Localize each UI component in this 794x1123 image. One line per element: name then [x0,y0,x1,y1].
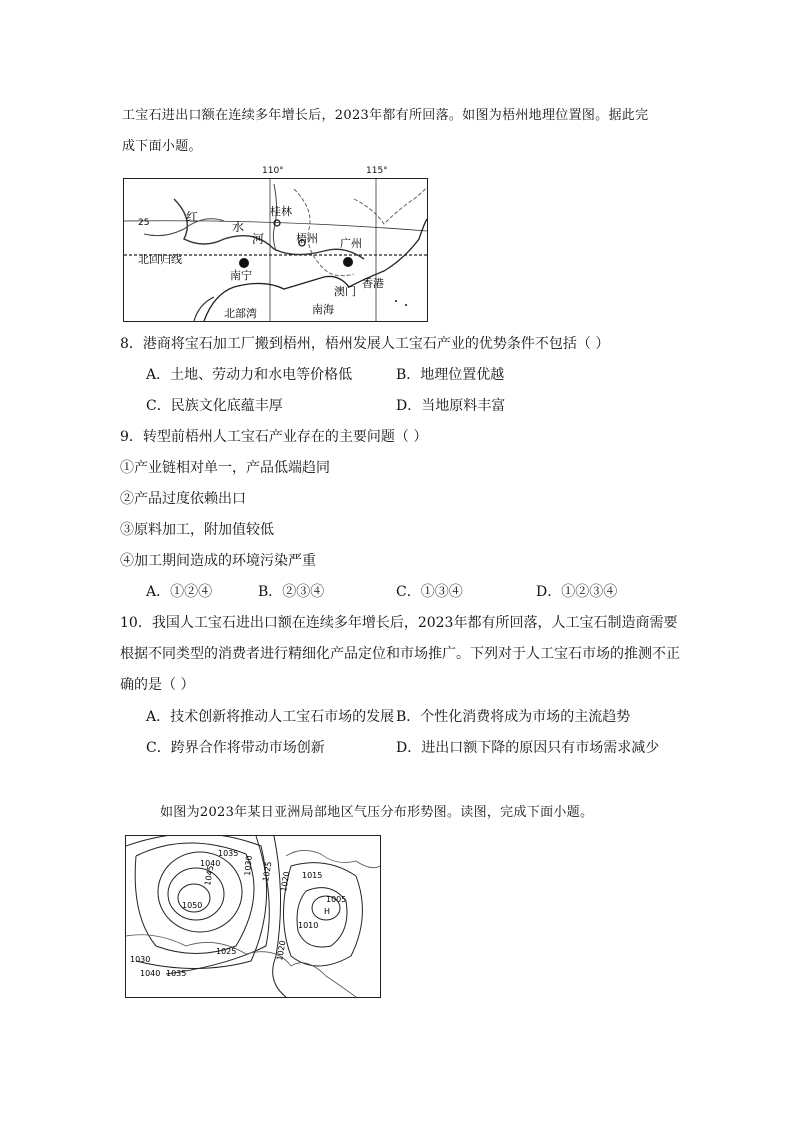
intro-line-2: 成下面小题。 [122,139,202,154]
island-dot [395,300,397,302]
wuzhou-location-map [123,178,428,322]
label-macau: 澳门 [334,285,356,298]
q10-stem-line-2: 根据不同类型的消费者进行精细化产品定位和市场推广。下列对于人工宝石市场的推测不正 [120,646,680,662]
q9-option-d: D．①②③④ [536,584,618,600]
q8-option-c: C．民族文化底蕴丰厚 [146,398,283,414]
q8-option-b: B．地理位置优越 [396,367,505,383]
isobar-label-1020b: 1020 [275,939,288,962]
label-lon110-top: 110° [262,166,284,176]
q9-stem: 9．转型前梧州人工宝石产业存在的主要问题（ ） [120,429,428,445]
q9-option-a: A．①②④ [146,584,213,600]
isobar-label-1010: 1010 [298,921,319,930]
label-nanning: 南宁 [230,269,252,282]
q9-option-c: C．①③④ [396,584,463,600]
label-beibu: 北部湾 [224,307,257,320]
isobar-label-1035a: 1035 [218,849,239,858]
label-hongkong: 香港 [362,277,384,290]
river-xijiang [174,199,364,259]
label-lon115-top: 115° [366,166,388,176]
label-lat25: 25 [138,218,150,228]
q9-statement-2: ②产品过度依赖出口 [120,491,246,507]
q9-statement-4: ④加工期间造成的环境污染严重 [120,553,316,569]
q10-stem-line-3: 确的是（ ） [120,677,195,693]
label-guilin: 桂林 [270,205,292,218]
isobar-label-h: H [324,907,331,916]
intro2: 如图为2023年某日亚洲局部地区气压分布形势图。读图，完成下面小题。 [160,805,594,820]
label-nanhai: 南海 [312,303,334,316]
isobar-label-1040a: 1040 [200,859,221,868]
label-lon110 [264,179,286,180]
q8-option-a: A．土地、劳动力和水电等价格低 [146,367,353,383]
isobar-1015 [284,863,363,966]
coastline-west [194,297,214,321]
isobar-label-1025a: 1025 [261,860,274,883]
intro-line-1: 工宝石进出口额在连续多年增长后，2023年都有所回落。如图为梧州地理位置图。据此完 [122,108,649,123]
q10-stem-line-1: 10．我国人工宝石进出口额在连续多年增长后，2023年都有所回落，人工宝石制造商需要 [120,615,678,631]
isobar-map [125,835,381,998]
q10-option-d: D．进出口额下降的原因只有市场需求减少 [396,740,660,756]
q8-option-d: D．当地原料丰富 [396,398,506,414]
label-guangzhou: 广州 [340,237,362,250]
isobar-map-svg [126,836,380,997]
isobar-label-1025b: 1025 [216,947,237,956]
island-dot [405,304,407,306]
wuzhou-map-svg [124,179,427,321]
guangzhou-marker [343,257,353,267]
isobar-label-1015: 1015 [302,871,323,880]
isobar-label-1040b: 1040 [140,969,161,978]
label-wuzhou: 梧州 [296,232,318,245]
q9-option-b: B．②③④ [258,584,325,600]
q10-option-a: A．技术创新将推动人工宝石市场的发展 [146,709,395,725]
isobar-label-1005: 1005 [326,895,347,904]
q9-statement-3: ③原料加工，附加值较低 [120,522,274,538]
isobar-label-1045: 1045 [203,864,216,887]
q10-option-c: C．跨界合作将带动市场创新 [146,740,325,756]
isobar-label-1030b: 1030 [130,955,151,964]
label-tropic: 北回归线 [138,253,182,266]
isobar-label-1035b: 1035 [166,969,187,978]
label-he: 河 [252,232,265,246]
label-shui: 水 [232,220,245,234]
label-hong: 红 [186,210,199,224]
isobar-1035 [135,843,254,954]
q8-stem: 8．港商将宝石加工厂搬到梧州，梧州发展人工宝石产业的优势条件不包括（ ） [120,336,610,352]
isobar-label-1020a: 1020 [279,870,292,893]
nanning-marker [239,258,249,268]
province-border-2 [354,187,427,224]
q9-statement-1: ①产业链相对单一，产品低端趋同 [120,460,330,476]
isobar-label-1050: 1050 [182,901,203,910]
isobar-label-1030a: 1030 [243,855,254,877]
q10-option-b: B．个性化消费将成为市场的主流趋势 [396,709,631,725]
